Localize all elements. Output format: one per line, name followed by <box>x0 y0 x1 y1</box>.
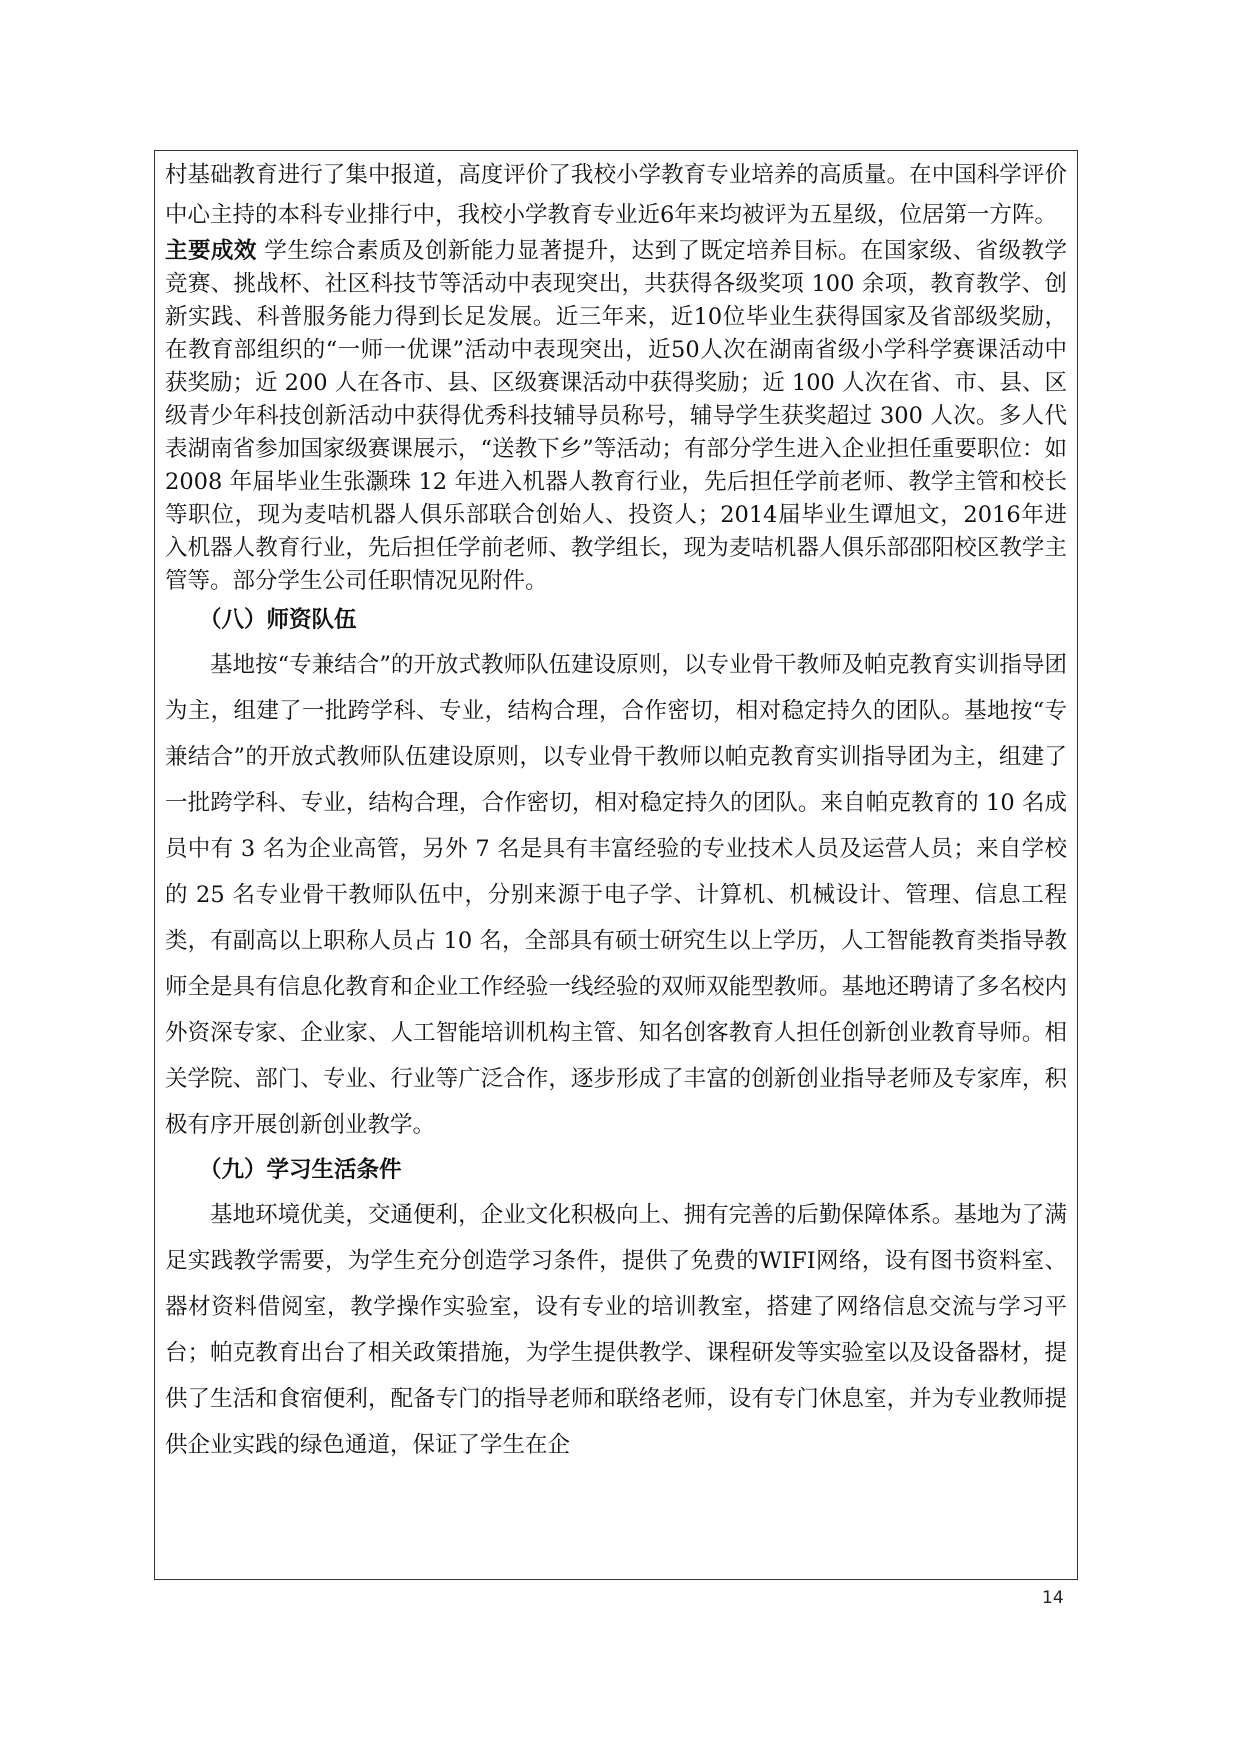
section-heading-living-conditions: （九）学习生活条件 <box>199 1157 402 1183</box>
page-number: 14 <box>1042 1588 1064 1608</box>
content-frame <box>154 150 1078 1580</box>
achievements-text: 学生综合素质及创新能力显著提升，达到了既定培养目标。在国家级、省级教学竞赛、挑战杯、社区科技节等活动中表现突出，共获得各级奖项 100 余项，教育教学、创新实践、科普服务能力得到长足发展。近三年来，近10位毕业生获得国家及省部级奖励，在教育部组织的“一师一优课”活动中表现突出，近50人次在湖南省级小学科学赛课活动中获奖励；近 200 人在各市、县、区级赛课活动中获得奖励；近 100 人次在省、市、县、区级青少年科技创新活动中获得优秀科技辅导员称号，辅导学生获奖超过 300 人次。多人代表湖南省参加国家级赛课展示，“送教下乡”等活动；有部分学生进入企业担任重要职位：如 2008 年届毕业生张灏珠 12 年进入机器人教育行业，先后担任学前老师、教学主管和校长等职位，现为麦咭机器人俱乐部联合创始人、投资人；2014届毕业生谭旭文，2016年进入机器人教育行业，先后担任学前老师、教学组长，现为麦咭机器人俱乐部邵阳校区教学主管等。部分学生公司任职情况见附件。 <box>165 238 1068 594</box>
achievements-paragraph <box>165 235 1067 598</box>
achievements-lead: 主要成效 <box>165 238 257 264</box>
faculty-paragraph: 基地按“专兼结合”的开放式教师队伍建设原则，以专业骨干教师及帕克教育实训指导团为主，组建了一批跨学科、专业，结构合理，合作密切，相对稳定持久的团队。基地按“专兼结合”的开放式教师队伍建设原则，以专业骨干教师以帕克教育实训指导团为主，组建了一批跨学科、专业，结构合理，合作密切，相对稳定持久的团队。来自帕克教育的 10 名成员中有 3 名为企业高管，另外 7 名是具有丰富经验的专业技术人员及运营人员；来自学校的 25 名专业骨干教师队伍中，分别来源于电子学、计算机、机械设计、管理、信息工程类，有副高以上职称人员占 10 名，全部具有硕士研究生以上学历，人工智能教育类指导教师全是具有信息化教育和企业工作经验一线经验的双师双能型教师。基地还聘请了多名校内外资深专家、企业家、人工智能培训机构主管、知名创客教育人担任创新创业教育导师。相关学院、部门、专业、行业等广泛合作，逐步形成了丰富的创新创业指导老师及专家库，积极有序开展创新创业教学。 <box>165 652 1067 1138</box>
paragraph-continuation: 村基础教育进行了集中报道，高度评价了我校小学教育专业培养的高质量。在中国科学评价中心主持的本科专业排行中，我校小学教育专业近6年来均被评为五星级，位居第一方阵。 <box>165 162 1067 228</box>
section-heading-faculty: （八）师资队伍 <box>199 607 357 633</box>
living-conditions-paragraph: 基地环境优美，交通便利，企业文化积极向上、拥有完善的后勤保障体系。基地为了满足实践教学需要，为学生充分创造学习条件，提供了免费的WIFI网络，设有图书资料室、器材资料借阅室，教学操作实验室，设有专业的培训教室，搭建了网络信息交流与学习平台；帕克教育出台了相关政策措施，为学生提供教学、课程研发等实验室以及设备器材，提供了生活和食宿便利，配备专门的指导老师和联络老师，设有专门休息室，并为专业教师提供企业实践的绿色通道，保证了学生在企 <box>165 1202 1067 1458</box>
